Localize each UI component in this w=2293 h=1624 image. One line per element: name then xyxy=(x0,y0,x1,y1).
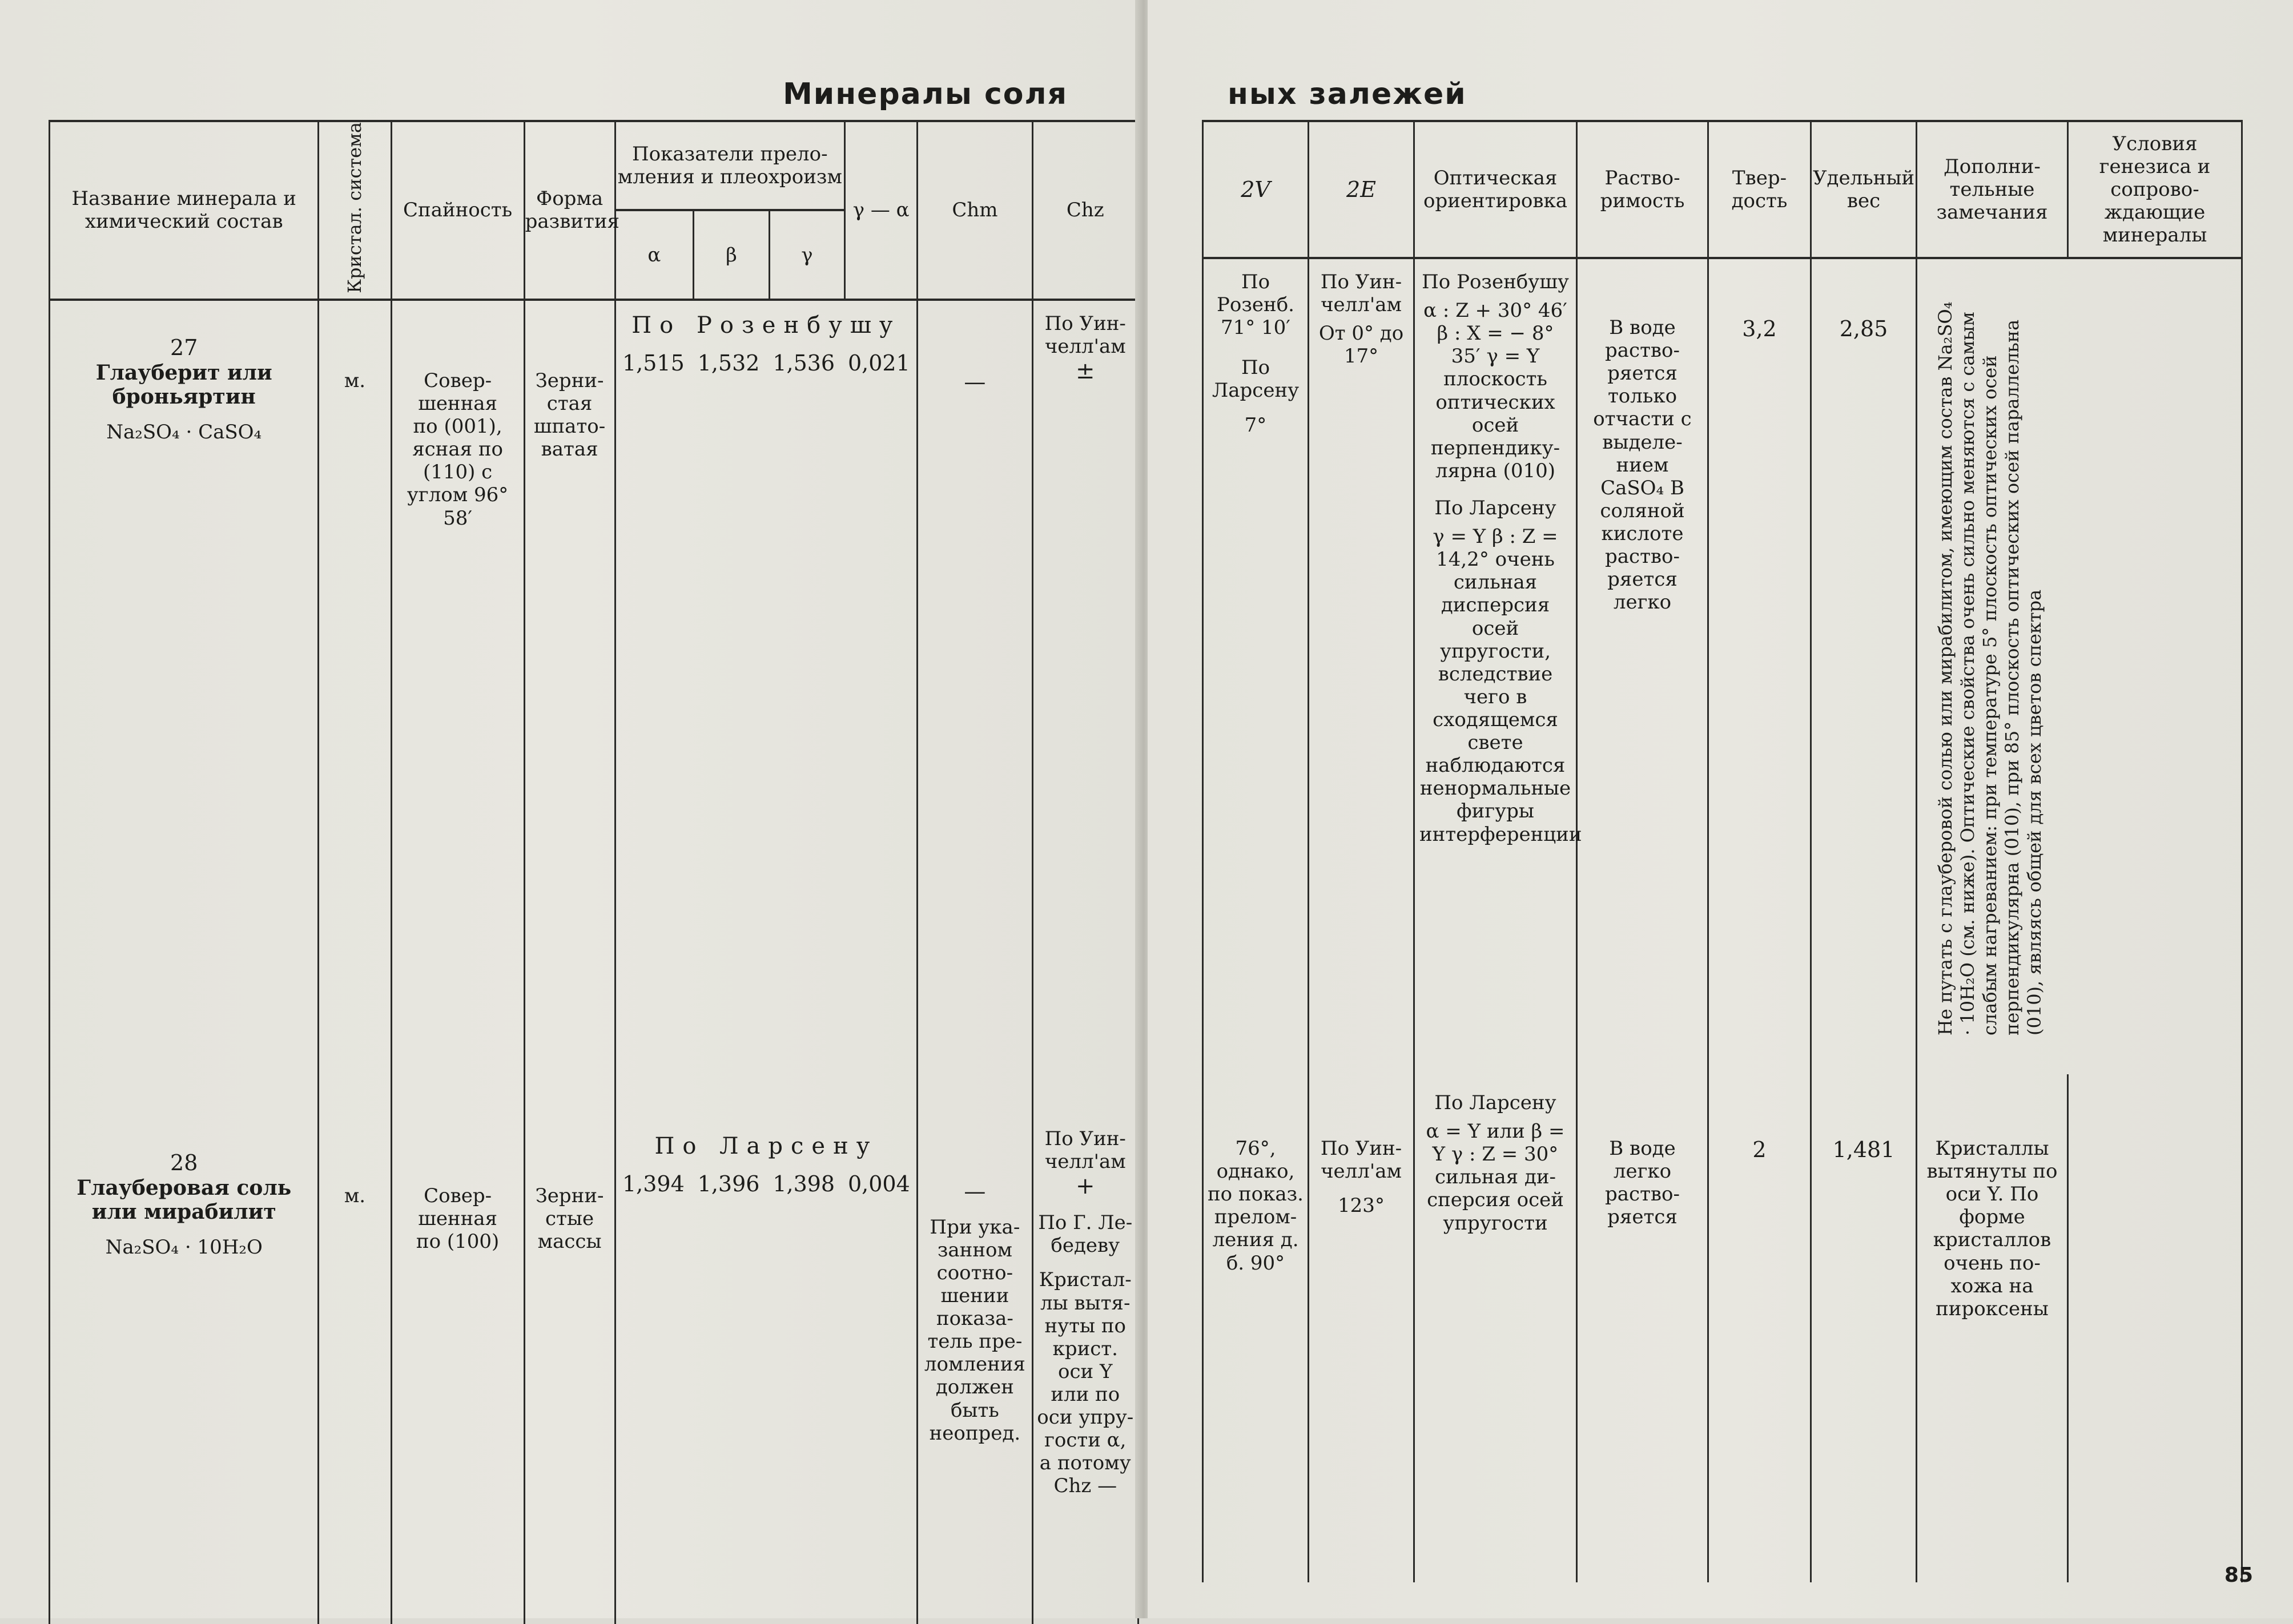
2v-source-2: По Ларсену xyxy=(1212,356,1300,402)
gamma-alpha-value: 0,021 xyxy=(847,350,910,376)
2e-value: От 0° до 17° xyxy=(1318,322,1404,368)
chm-value: — xyxy=(964,1178,986,1204)
optical-value-2: γ = Y β : Z = 14,2° очень сильная дисперсия осей упругости, вследствие чего в сходящемся свете наблюдаются ненормальные фигуры интерференции xyxy=(1419,525,1582,846)
table-row xyxy=(1203,1074,2242,1582)
chz-note: Кристаллы вытянуты по крист. оси Y или по оси упругости α, а потому Chz — xyxy=(1037,1268,1134,1498)
chz-source: По Уинчелл'ам xyxy=(1044,1127,1126,1173)
beta-value: 1,532 xyxy=(697,350,760,376)
density: 1,481 xyxy=(1832,1137,1895,1162)
optical-value: α : Z + 30° 46′ β : X = − 8° 35′ γ = Y плоскость оптических осей перпендикулярна (010) xyxy=(1423,299,1567,482)
source-band: По Ларсену xyxy=(654,1133,878,1159)
header-density: Удельный вес xyxy=(1811,121,1917,258)
2v-value: 76°, однако, по показ. преломления д. б. 90° xyxy=(1208,1137,1304,1275)
page-number: 85 xyxy=(2224,1563,2253,1587)
2e-value: 123° xyxy=(1338,1194,1385,1218)
crystal-system: м. xyxy=(344,369,366,392)
row-number: 28 xyxy=(170,1150,198,1175)
crystal-system: м. xyxy=(344,1184,366,1207)
2e-source: По Уинчелл'ам xyxy=(1320,1137,1402,1183)
header-optical: Оптическая ориентировка xyxy=(1414,121,1577,258)
header-crystal: Кристал. система xyxy=(343,122,365,293)
optical-source-2: По Ларсену xyxy=(1434,496,1556,519)
header-hardness: Твердость xyxy=(1708,121,1811,258)
optical-source: По Розенбушу xyxy=(1422,271,1569,293)
chz-source: По Уинчелл'ам xyxy=(1044,312,1126,358)
right-page xyxy=(1148,0,2293,1618)
table-row xyxy=(50,1116,1139,1624)
right-table xyxy=(1202,120,2243,1582)
gamma-alpha-value: 0,004 xyxy=(847,1171,910,1197)
row-number: 27 xyxy=(170,335,198,360)
header-chm: Chm xyxy=(918,121,1032,300)
header-2e: 2E xyxy=(1309,121,1414,258)
chz-value: + xyxy=(1076,1173,1095,1200)
header-solubility: Растворимость xyxy=(1577,121,1708,258)
solubility: В воде растворяется только отчасти с выделением CaSO₄ В соляной кислоте растворяется легко xyxy=(1593,316,1692,614)
left-table xyxy=(49,120,1139,1624)
header-gamma-alpha: γ — α xyxy=(845,121,918,300)
mineral-formula: Na₂SO₄ · 10H₂O xyxy=(105,1235,263,1259)
alpha-value: 1,515 xyxy=(622,350,685,376)
header-chz: Chz xyxy=(1032,121,1138,300)
hardness: 2 xyxy=(1752,1137,1767,1162)
form: Зернистая шпатоватая xyxy=(533,369,606,461)
beta-value: 1,396 xyxy=(697,1171,760,1197)
density: 2,85 xyxy=(1839,316,1888,341)
mineral-name: Глауберит или броньяртин xyxy=(95,360,272,409)
chm-value: — xyxy=(964,369,986,394)
chz-value: ± xyxy=(1076,358,1095,385)
form: Зернистые массы xyxy=(535,1184,604,1254)
table-row xyxy=(1203,258,2242,1074)
table-row xyxy=(50,300,1139,1116)
left-page-title: Минералы соля xyxy=(783,77,1068,111)
gamma-value: 1,536 xyxy=(773,350,835,376)
header-2v: 2V xyxy=(1203,121,1309,258)
2e-source: По Уинчелл'ам xyxy=(1320,271,1402,317)
hardness: 3,2 xyxy=(1742,316,1777,341)
right-page-title: ных залежей xyxy=(1228,77,1467,111)
header-beta: β xyxy=(694,210,769,299)
2v-source: По Розенб. xyxy=(1217,271,1294,317)
source-band: По Розенбушу xyxy=(631,312,901,338)
2v-value: 71° 10′ xyxy=(1220,316,1291,340)
mineral-formula: Na₂SO₄ · CaSO₄ xyxy=(106,420,262,444)
header-name: Название минерала и химический состав xyxy=(50,121,319,300)
header-alpha: α xyxy=(615,210,694,299)
mineral-name: Глауберовая соль или мирабилит xyxy=(77,1175,292,1224)
extra-note: Кристаллы вытянуты по оси Y. По форме кристаллов очень похожа на пироксены xyxy=(1926,1137,2058,1320)
optical-value: α = Y или β = Y γ : Z = 30° сильная дисперсия осей упругости xyxy=(1426,1120,1565,1235)
cleavage: Совершенная по (001), ясная по (110) с углом 96° 58′ xyxy=(407,369,509,530)
header-gamma: γ xyxy=(769,210,844,299)
header-form: Форма развития xyxy=(524,121,615,300)
header-genesis: Условия генезиса и сопровождающие минералы xyxy=(2068,121,2242,258)
header-extra: Дополнительные замечания xyxy=(1917,121,2068,258)
cleavage: Совершенная по (100) xyxy=(416,1184,500,1254)
optical-source: По Ларсену xyxy=(1434,1091,1556,1114)
chm-note: При указанном соотношении показатель преломления должен быть неопред. xyxy=(924,1215,1025,1445)
extra-note: Не путать с глауберовой солью или мирабилитом, имеющим состав Na₂SO₄ · 10H₂O (см. ниже). Оптические свойства очень сильно меняются с самым слабым нагреванием: при температуре 5° плоскость оптических осей перпендикулярна (010), при 85° плоскость оптических осей параллельна (010), являясь общей для всех цветов спектра xyxy=(1934,301,2046,1035)
solubility: В воде легко растворяется xyxy=(1605,1137,1680,1229)
header-refraction: Показатели преломления и плеохроизм xyxy=(615,121,845,210)
gamma-value: 1,398 xyxy=(773,1171,835,1197)
header-cleavage: Спайность xyxy=(391,121,524,300)
left-page xyxy=(0,0,1139,1618)
alpha-value: 1,394 xyxy=(622,1171,685,1197)
2v-value-2: 7° xyxy=(1244,413,1267,437)
chz-source-2: По Г. Лебедеву xyxy=(1038,1211,1133,1258)
